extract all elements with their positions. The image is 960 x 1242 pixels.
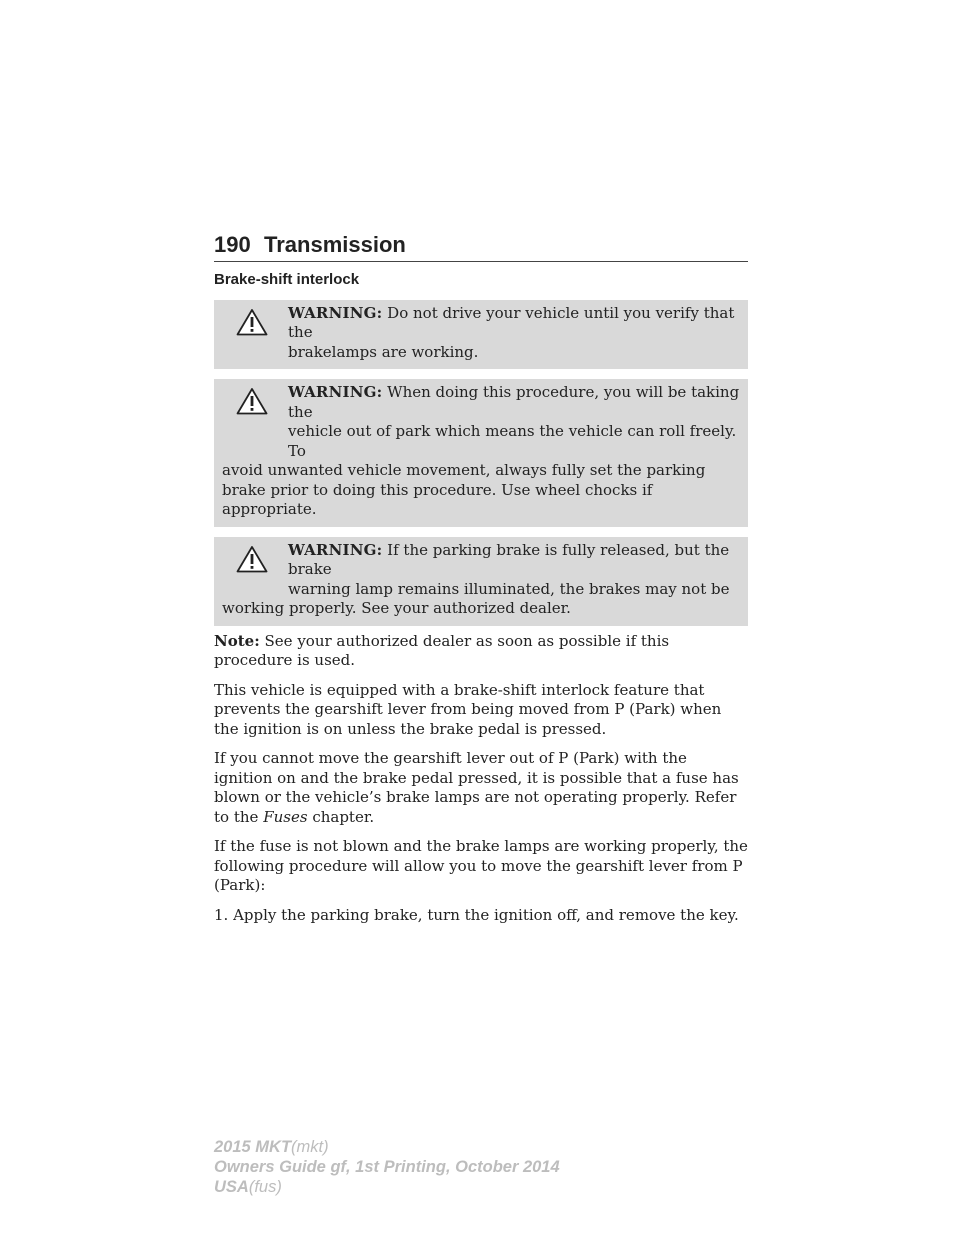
warning-text: If the parking brake is fully released, but the brake (288, 540, 730, 578)
warning-box-park (214, 379, 748, 527)
warning-text-rest: avoid unwanted vehicle movement, always fully set the parking brake prior to doing this procedure. Use wheel chocks if appropriate. (222, 461, 706, 518)
fuse-text-end: chapter. (312, 807, 375, 826)
footer-line-market (214, 1177, 714, 1197)
page-title: Transmission (264, 232, 406, 257)
warning-label: WARNING: (288, 303, 383, 322)
note-paragraph (214, 632, 748, 671)
warning-text-continued: vehicle out of park which means the vehicle can roll freely. To (288, 422, 737, 460)
footer-line-model (214, 1137, 714, 1157)
warning-text-rest: working properly. See your authorized dealer. (222, 599, 571, 617)
warning-label: WARNING: (288, 383, 383, 401)
warning-text: When doing this procedure, you will be taking the (288, 383, 740, 421)
section-heading: Brake-shift interlock (214, 271, 360, 288)
fuses-chapter-reference: Fuses (263, 807, 308, 826)
footer-line-edition: Owners Guide gf, 1st Printing, October 2014 (214, 1158, 560, 1176)
warning-triangle-icon (236, 387, 268, 415)
warning-triangle-icon (236, 545, 268, 573)
warning-text-continued: brakelamps are working. (288, 342, 479, 361)
warning-label: WARNING: (288, 540, 383, 559)
note-label: Note: (214, 631, 260, 650)
fuse-paragraph (214, 749, 748, 827)
warning-first-lines (222, 383, 740, 461)
warning-triangle-icon (236, 308, 268, 336)
warning-first-lines (222, 541, 740, 600)
document-footer (214, 1137, 714, 1197)
warning-text-continued: warning lamp remains illuminated, the brakes may not be (288, 579, 730, 598)
footer-model-code: (mkt) (291, 1138, 329, 1156)
fuse-text: If you cannot move the gearshift lever out of P (Park) with the ignition on and the brake pedal pressed, it is possible that a fuse has blown or the vehicle’s brake lamps are not operating properly. Refer to the (214, 749, 739, 826)
warning-text: Do not drive your vehicle until you verify that the (288, 303, 735, 341)
procedure-intro: If the fuse is not blown and the brake lamps are working properly, the following procedure will allow you to move the gearshift lever from P (Park): (214, 837, 748, 894)
footer-market: USA (214, 1178, 249, 1196)
page-number: 190 (214, 232, 251, 257)
page-content (214, 270, 748, 935)
footer-market-code: (fus) (248, 1178, 282, 1196)
procedure-step-1: 1. Apply the parking brake, turn the ignition off, and remove the key. (214, 905, 739, 924)
warning-box-brake-lamp (214, 537, 748, 626)
note-text: See your authorized dealer as soon as possible if this procedure is used. (214, 631, 670, 669)
warning-first-lines (222, 304, 740, 363)
warning-box-drive (214, 300, 748, 370)
page-header (214, 232, 748, 262)
footer-model: 2015 MKT (214, 1138, 292, 1156)
interlock-description: This vehicle is equipped with a brake-shift interlock feature that prevents the gearshift lever from being moved from P (Park) when the ignition is on unless the brake pedal is pressed. (214, 680, 722, 738)
